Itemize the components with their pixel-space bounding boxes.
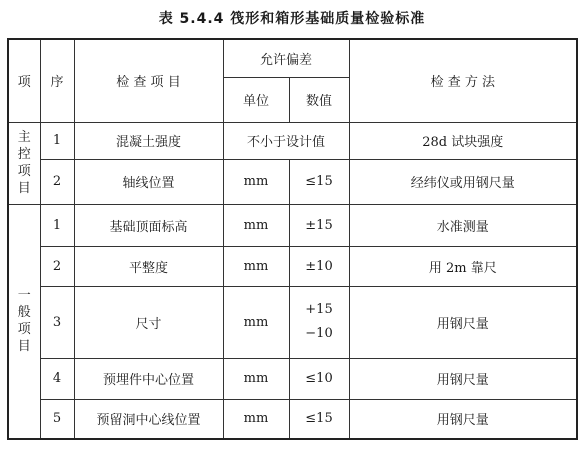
row-item: 混凝土强度: [74, 122, 223, 159]
table-row: [8, 286, 577, 358]
row-tolerance-combined: 不小于设计值: [223, 122, 349, 159]
row-index: 3: [40, 286, 74, 358]
row-value: ≤15: [289, 159, 349, 204]
row-index: 1: [40, 204, 74, 246]
row-method: 28d 试块强度: [349, 122, 577, 159]
row-unit: mm: [223, 159, 289, 204]
row-unit: mm: [223, 204, 289, 246]
table-row: [8, 159, 577, 204]
header-index: 序: [40, 39, 74, 122]
row-unit: mm: [223, 246, 289, 286]
row-unit: mm: [223, 286, 289, 358]
row-method: 用钢尺量: [349, 286, 577, 358]
group-label-char: 一: [17, 288, 31, 304]
row-value: ≤15: [289, 399, 349, 439]
value-upper: +15: [305, 302, 333, 317]
group-label-char: 项: [17, 164, 31, 179]
group-label-char: 目: [17, 339, 31, 355]
row-index: 4: [40, 358, 74, 399]
row-index: 5: [40, 399, 74, 439]
row-unit: mm: [223, 358, 289, 399]
table-title: 表 5.4.4 筏形和箱形基础质量检验标准: [158, 11, 426, 27]
group-label-main-control: [8, 122, 40, 204]
row-method: 水准测量: [349, 204, 577, 246]
row-method: 经纬仪或用钢尺量: [349, 159, 577, 204]
header-row-top: [8, 39, 577, 77]
quality-standard-table: [7, 38, 578, 440]
row-method: 用钢尺量: [349, 358, 577, 399]
row-item: 尺寸: [74, 286, 223, 358]
header-method: 检 查 方 法: [349, 39, 577, 122]
header-item: 检 查 项 目: [74, 39, 223, 122]
group-label-char: 控: [17, 147, 31, 162]
row-item: 预埋件中心位置: [74, 358, 223, 399]
value-lower: −10: [305, 326, 333, 341]
group-label-char: 目: [17, 181, 31, 196]
group-label-general: [8, 204, 40, 439]
group-label-char: 项: [17, 322, 31, 338]
header-category: 项: [8, 39, 40, 122]
row-value: ≤10: [289, 358, 349, 399]
row-index: 2: [40, 246, 74, 286]
row-method: 用 2m 靠尺: [349, 246, 577, 286]
header-unit: 单位: [223, 77, 289, 122]
row-value: ±15: [289, 204, 349, 246]
table-row: [8, 122, 577, 159]
group-label-char: 般: [17, 305, 31, 321]
table-row: [8, 399, 577, 439]
row-item: 轴线位置: [74, 159, 223, 204]
row-unit: mm: [223, 399, 289, 439]
table-row: [8, 358, 577, 399]
row-item: 预留洞中心线位置: [74, 399, 223, 439]
header-value: 数值: [289, 77, 349, 122]
row-method: 用钢尺量: [349, 399, 577, 439]
header-tolerance: 允许偏差: [223, 39, 349, 77]
row-value-range: [289, 286, 349, 358]
row-index: 1: [40, 122, 74, 159]
row-value: ±10: [289, 246, 349, 286]
row-index: 2: [40, 159, 74, 204]
table-row: [8, 204, 577, 246]
table-row: [8, 246, 577, 286]
group-label-char: 主: [17, 130, 31, 145]
row-item: 基础顶面标高: [74, 204, 223, 246]
row-item: 平整度: [74, 246, 223, 286]
